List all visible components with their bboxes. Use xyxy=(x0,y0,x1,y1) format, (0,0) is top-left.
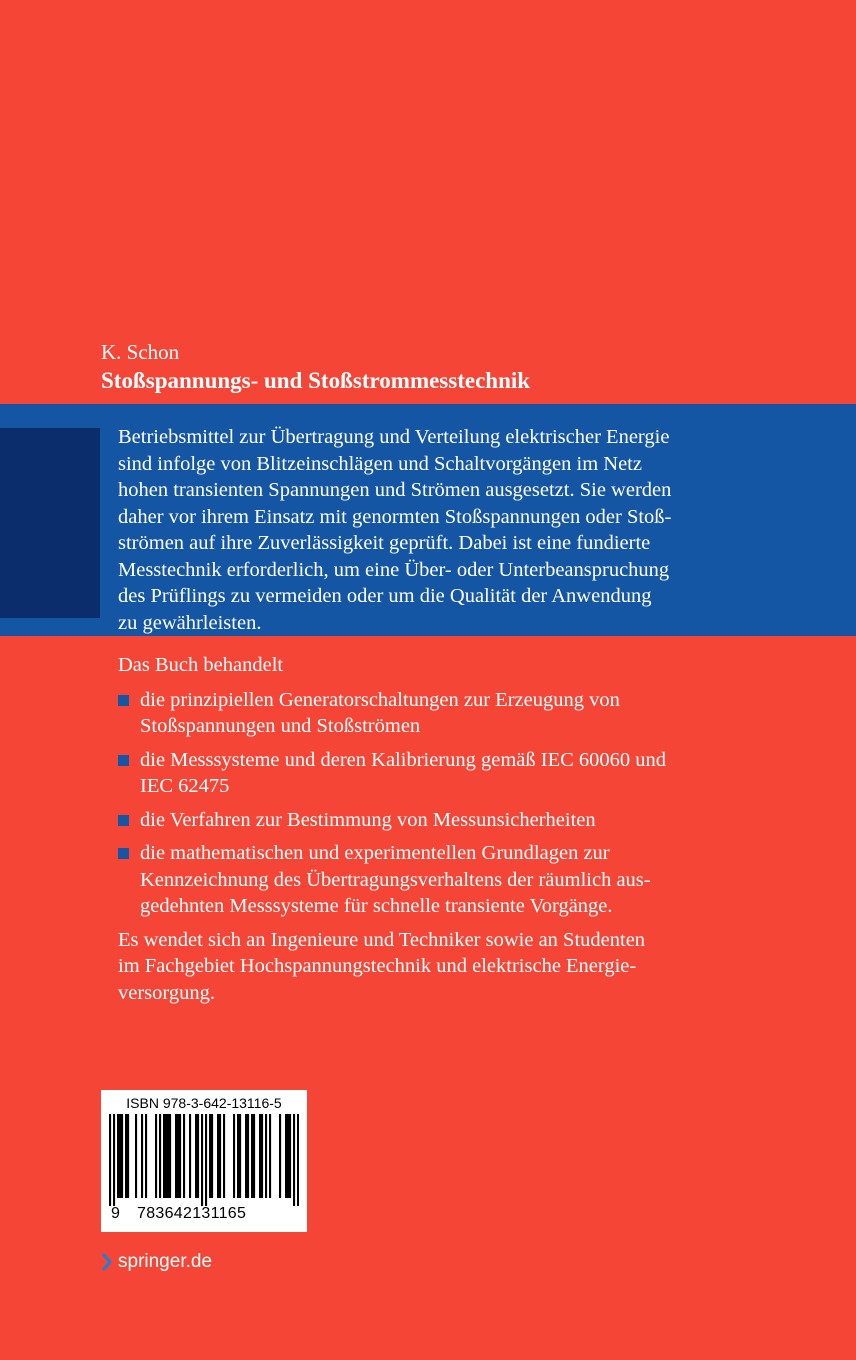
barcode-bar xyxy=(265,1114,267,1198)
barcode-bar xyxy=(113,1114,115,1206)
square-bullet-icon xyxy=(118,755,129,766)
barcode-bar xyxy=(135,1114,137,1198)
barcode-bar xyxy=(159,1114,161,1198)
barcode-bar xyxy=(121,1114,123,1198)
closing-text xyxy=(118,927,834,1007)
list-item-line: die Messsysteme und deren Kalibrierung gemäß IEC 60060 und xyxy=(140,748,667,771)
barcode-bar xyxy=(247,1114,249,1198)
list-item xyxy=(118,807,834,834)
blurb-line: des Prüflings zu vermeiden oder um die Qualität der Anwendung xyxy=(118,585,652,607)
barcode-bars xyxy=(109,1114,299,1206)
barcode-bar xyxy=(175,1114,177,1198)
barcode-bar xyxy=(269,1114,271,1198)
barcode-box xyxy=(101,1090,307,1232)
chevron-right-icon xyxy=(102,1253,112,1271)
intro-text: Das Buch behandelt xyxy=(118,654,284,676)
barcode-bar xyxy=(253,1114,255,1198)
barcode-bar xyxy=(169,1114,171,1198)
barcode-bar xyxy=(183,1114,185,1198)
isbn-label: ISBN 978-3-642-13116-5 xyxy=(126,1095,282,1111)
blurb-line: hohen transienten Spannungen und Strömen ausgesetzt. Sie werden xyxy=(118,479,672,501)
square-bullet-icon xyxy=(118,695,129,706)
blurb-line: sind infolge von Blitzeinschlägen und Schaltvorgängen im Netz xyxy=(118,452,642,475)
blurb-line: Betriebsmittel zur Übertragung und Verteilung elektrischer Energie xyxy=(118,426,670,448)
barcode-bar xyxy=(245,1114,247,1198)
list-item-line: gedehnten Messsysteme für schnelle transiente Vorgänge. xyxy=(140,895,613,917)
barcode-bar xyxy=(177,1114,179,1198)
list-item-line: die prinzipiellen Generatorschaltungen zur Erzeugung von xyxy=(140,688,620,711)
barcode-bar xyxy=(167,1114,169,1198)
barcode-bar xyxy=(165,1114,167,1198)
barcode-bar xyxy=(217,1114,219,1198)
list-item xyxy=(118,747,834,800)
barcode-bar xyxy=(239,1114,241,1198)
list-item-line: IEC 62475 xyxy=(140,775,230,797)
barcode-bar xyxy=(293,1114,295,1206)
barcode-bar xyxy=(125,1114,127,1198)
barcode-bar xyxy=(119,1114,121,1198)
list-item xyxy=(118,840,834,920)
blurb-line: Messtechnik erforderlich, um eine Über- oder Unterbeanspruchung xyxy=(118,558,670,581)
blurb-line: zu gewährleisten. xyxy=(118,611,262,634)
publisher-link-text[interactable]: springer.de xyxy=(118,1251,213,1272)
barcode-bar xyxy=(261,1114,263,1198)
barcode-number: 783642131165 xyxy=(137,1205,247,1222)
barcode-bar xyxy=(287,1114,289,1198)
list-item-line: die mathematischen und experimentellen Grundlagen zur xyxy=(140,842,610,864)
barcode-bar xyxy=(211,1114,213,1198)
barcode-bar xyxy=(279,1114,281,1198)
barcode-bar xyxy=(155,1114,157,1198)
band-edge-block xyxy=(0,428,100,618)
barcode-bar xyxy=(195,1114,197,1198)
closing-line: im Fachgebiet Hochspannungstechnik und elektrische Energie- xyxy=(118,955,637,977)
blurb-line: daher vor ihrem Einsatz mit genormten Stoßspannungen oder Stoß- xyxy=(118,505,672,528)
barcode-bar xyxy=(205,1114,207,1206)
square-bullet-icon xyxy=(118,848,129,859)
list-item xyxy=(118,687,834,740)
barcode-bar xyxy=(145,1114,147,1198)
barcode-bar xyxy=(285,1114,287,1198)
barcode-bar xyxy=(197,1114,199,1198)
barcode-bar xyxy=(127,1114,129,1198)
barcode-bar xyxy=(201,1114,203,1206)
barcode-bar xyxy=(179,1114,181,1198)
barcode-bar xyxy=(223,1114,225,1198)
list-item-line: Kennzeichnung des Übertragungsverhaltens der räumlich aus- xyxy=(140,868,651,891)
list-item-line: die Verfahren zur Bestimmung von Messunsicherheiten xyxy=(140,808,596,831)
barcode-bar xyxy=(109,1114,111,1206)
book-title: Stoßspannungs- und Stoßstrommesstechnik xyxy=(101,368,531,393)
blurb-text xyxy=(118,424,834,636)
barcode-bar xyxy=(209,1114,211,1198)
barcode-bar xyxy=(297,1114,299,1206)
barcode-bar xyxy=(163,1114,165,1198)
content-section xyxy=(118,652,834,1006)
topic-list xyxy=(118,687,834,920)
barcode-first-digit: 9 xyxy=(111,1205,121,1222)
barcode-bar xyxy=(259,1114,261,1198)
publisher-link[interactable] xyxy=(102,1251,212,1273)
blurb-band xyxy=(0,404,856,636)
square-bullet-icon xyxy=(118,815,129,826)
author-name: K. Schon xyxy=(101,340,180,364)
barcode-bar xyxy=(233,1114,235,1198)
closing-line: Es wendet sich an Ingenieure und Techniker sowie an Studenten xyxy=(118,928,646,951)
closing-line: versorgung. xyxy=(118,981,215,1004)
barcode-bar xyxy=(237,1114,239,1198)
barcode-bar xyxy=(189,1114,191,1198)
barcode-bar xyxy=(219,1114,221,1198)
blurb-line: strömen auf ihre Zuverlässigkeit geprüft. Dabei ist eine fundierte xyxy=(118,532,651,554)
barcode-bar xyxy=(117,1114,119,1198)
barcode-bar xyxy=(251,1114,253,1198)
barcode-bar xyxy=(141,1114,143,1198)
list-item-line: Stoßspannungen und Stoßströmen xyxy=(140,715,421,737)
barcode-bar xyxy=(289,1114,291,1198)
